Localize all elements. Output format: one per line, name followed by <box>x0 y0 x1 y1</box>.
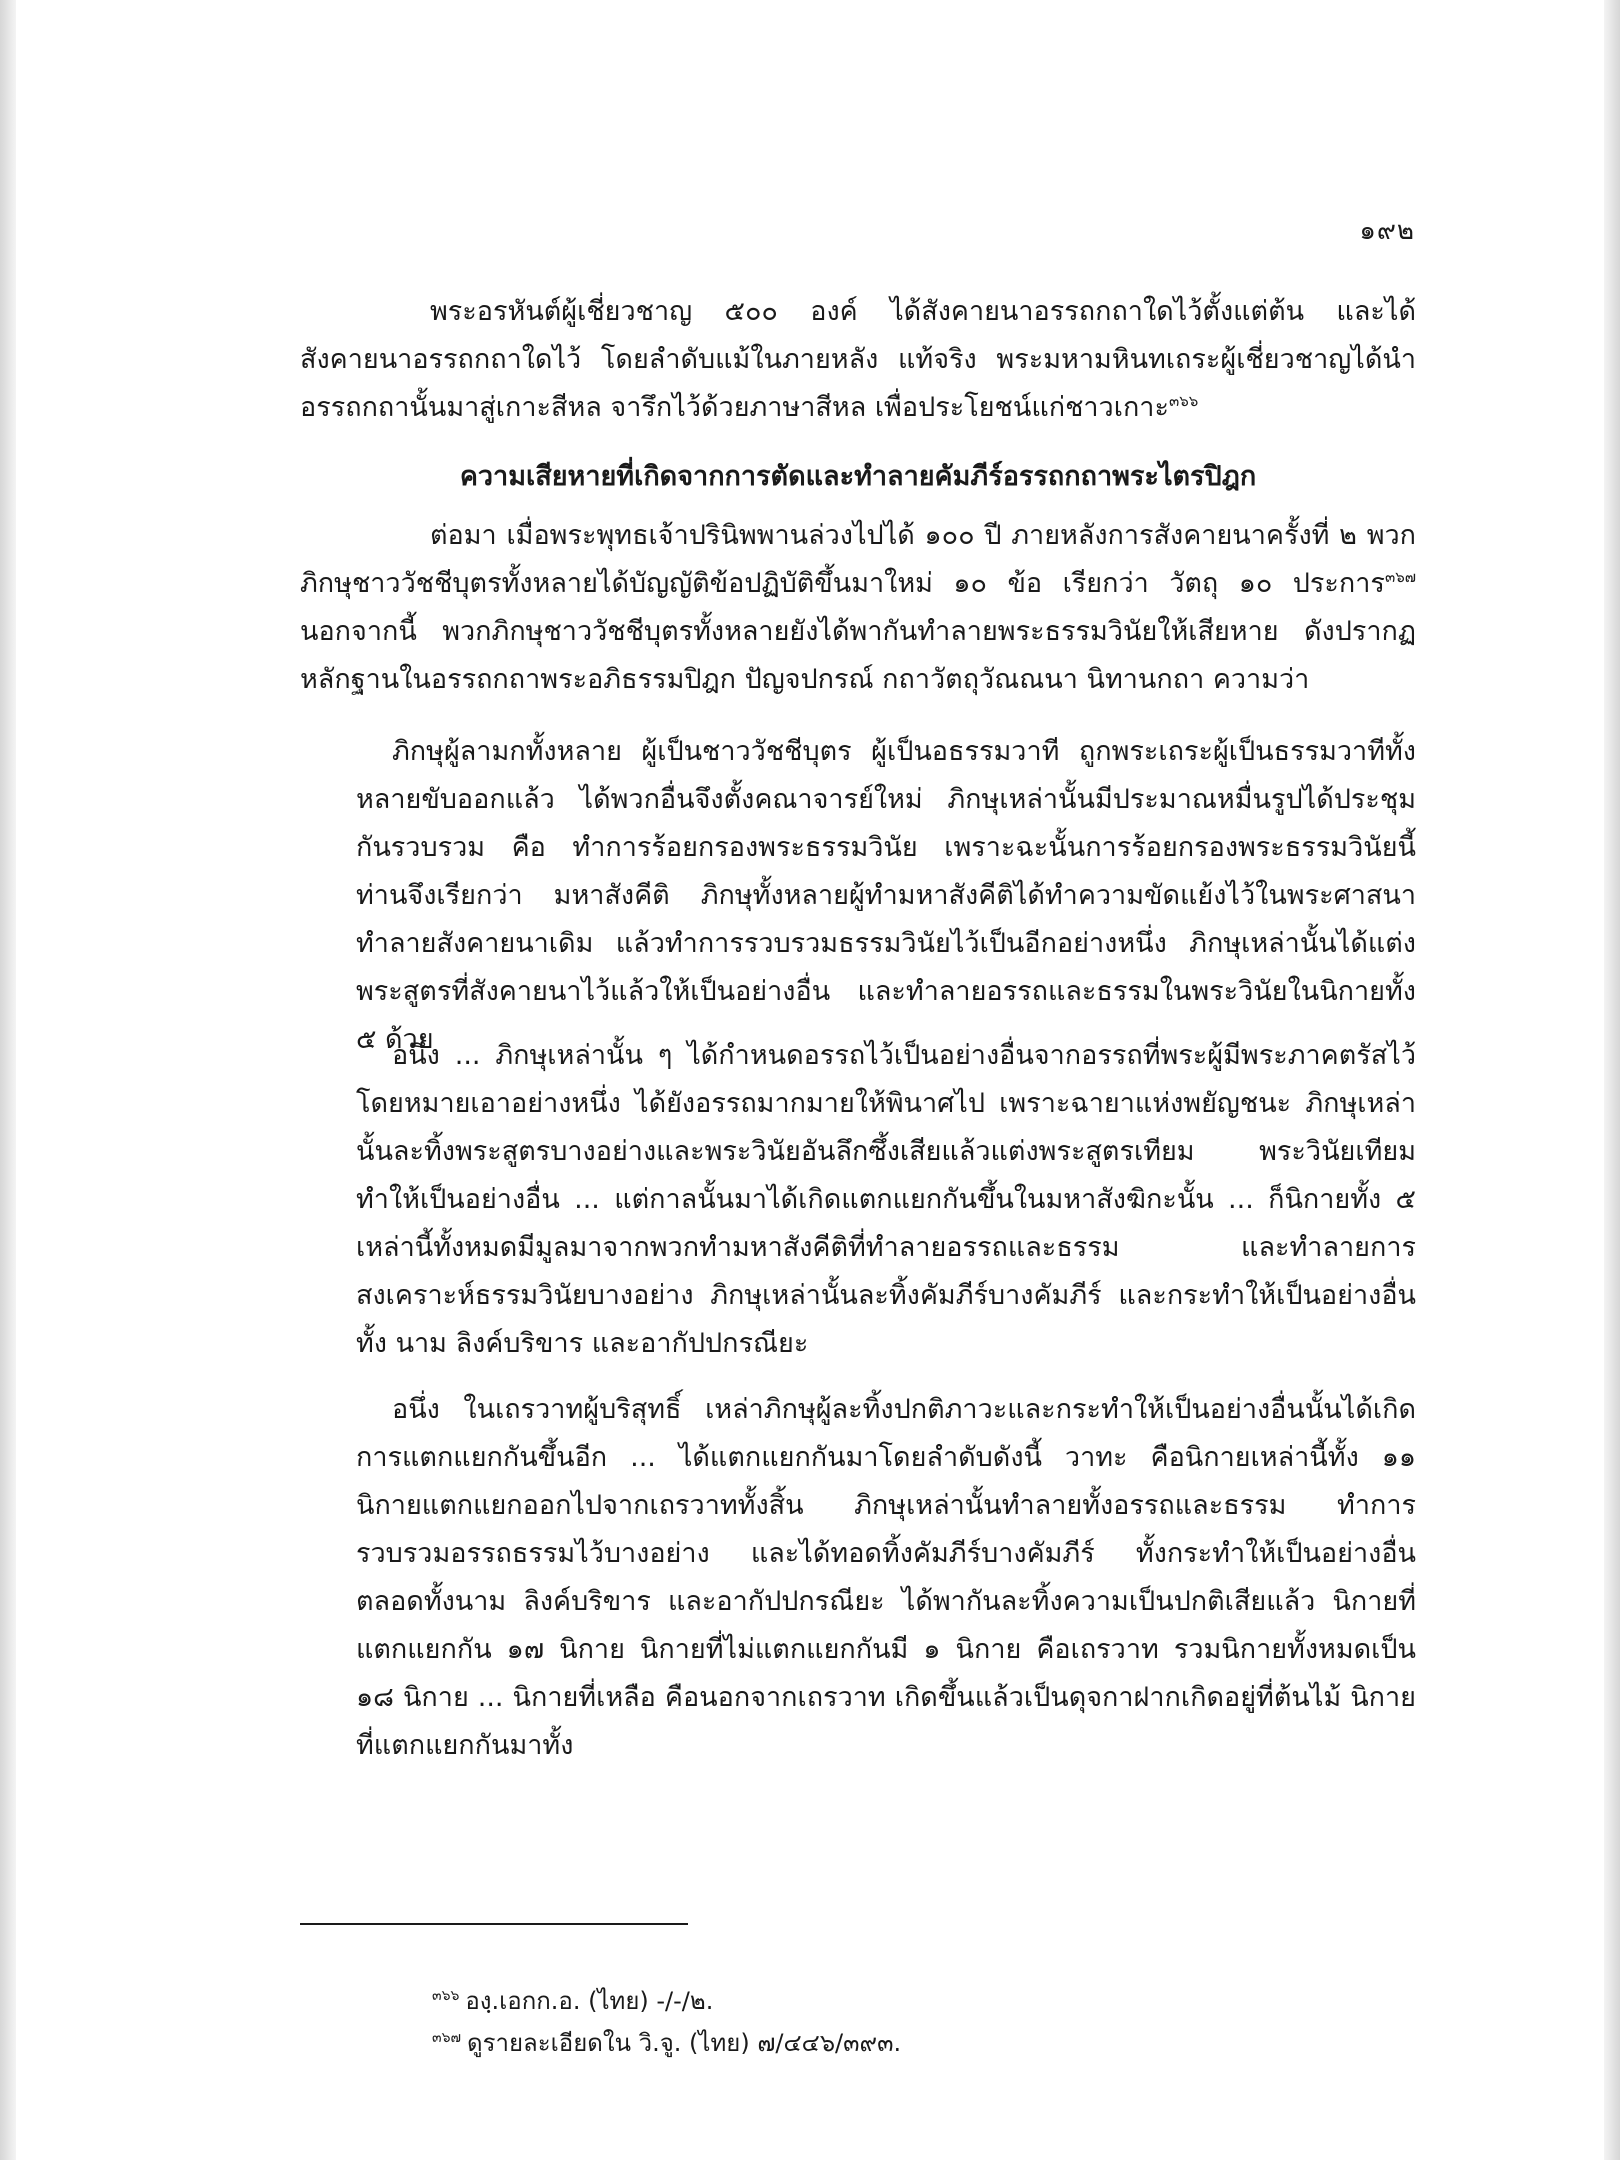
footnote-separator <box>300 1923 688 1925</box>
footnote-366 <box>432 1984 713 2018</box>
paragraph-2-text-part1: ต่อมา เมื่อพระพุทธเจ้าปรินิพพานล่วงไปได้ ๑๐๐ ปี ภายหลังการสังคายนาครั้งที่ ๒ พวกภิกษุชาววัชชีบุตรทั้งหลายได้บัญญัติข้อปฏิบัติขึ้นมาใหม่ ๑๐ ข้อ เรียกว่า วัตถุ ๑๐ ประการ <box>300 520 1416 599</box>
page-edge-left <box>0 0 16 2160</box>
footnote-ref-366[interactable]: ๓๖๖ <box>1168 392 1199 410</box>
quote-paragraph-2: อนึ่ง ... ภิกษุเหล่านั้น ๆ ได้กำหนดอรรถไว้เป็นอย่างอื่นจากอรรถที่พระผู้มีพระภาคตรัสไว้โดยหมายเอาอย่างหนึ่ง ได้ยังอรรถมากมายให้พินาศไป เพราะฉายาแห่งพยัญชนะ ภิกษุเหล่านั้นละทิ้งพระสูตรบางอย่างและพระวินัยอันลึกซึ้งเสียแล้วแต่งพระสูตรเทียม พระวินัยเทียมทำให้เป็นอย่างอื่น ... แต่กาลนั้นมาได้เกิดแตกแยกกันขึ้นในมหาสังฆิกะนั้น ... ก็นิกายทั้ง ๕ เหล่านี้ทั้งหมดมีมูลมาจากพวกทำมหาสังคีติที่ทำลายอรรถและธรรม และทำลายการสงเคราะห์ธรรมวินัยบางอย่าง ภิกษุเหล่านั้นละทิ้งคัมภีร์บางคัมภีร์ และกระทำให้เป็นอย่างอื่นทั้ง นาม ลิงค์บริขาร และอากัปปกรณียะ <box>356 1040 1416 1359</box>
footnote-text: องฺ.เอกก.อ. (ไทย) -/-/๒. <box>465 1987 714 2015</box>
page-number: ๑๙๒ <box>1359 216 1415 246</box>
paragraph-1 <box>300 288 1416 432</box>
quote-paragraph-1: ภิกษุผู้ลามกทั้งหลาย ผู้เป็นชาววัชชีบุตร ผู้เป็นอธรรมวาที ถูกพระเถระผู้เป็นธรรมวาทีทั้งหลายขับออกแล้ว ได้พวกอื่นจึงตั้งคณาจารย์ใหม่ ภิกษุเหล่านั้นมีประมาณหมื่นรูปได้ประชุมกันรวบรวม คือ ทำการร้อยกรองพระธรรมวินัย เพราะฉะนั้นการร้อยกรองพระธรรมวินัยนี้ ท่านจึงเรียกว่า มหาสังคีติ ภิกษุทั้งหลายผู้ทำมหาสังคีติได้ทำความขัดแย้งไว้ในพระศาสนา ทำลายสังคายนาเดิม แล้วทำการรวบรวมธรรมวินัยไว้เป็นอีกอย่างหนึ่ง ภิกษุเหล่านั้นได้แต่งพระสูตรที่สังคายนาไว้แล้วให้เป็นอย่างอื่น และทำลายอรรถและธรรมในพระวินัยในนิกายทั้ง ๕ ด้วย <box>356 736 1416 1055</box>
footnote-ref-367[interactable]: ๓๖๗ <box>1384 568 1416 586</box>
quote-paragraph-3: อนึ่ง ในเถรวาทผู้บริสุทธิ์ เหล่าภิกษุผู้ละทิ้งปกติภาวะและกระทำให้เป็นอย่างอื่นนั้นได้เกิดการแตกแยกกันขึ้นอีก ... ได้แตกแยกกันมาโดยลำดับดังนี้ วาทะ คือนิกายเหล่านี้ทั้ง ๑๑ นิกายแตกแยกออกไปจากเถรวาททั้งสิ้น ภิกษุเหล่านั้นทำลายทั้งอรรถและธรรม ทำการรวบรวมอรรถธรรมไว้บางอย่าง และได้ทอดทิ้งคัมภีร์บางคัมภีร์ ทั้งกระทำให้เป็นอย่างอื่น ตลอดทั้งนาม ลิงค์บริขาร และอากัปปกรณียะ ได้พากันละทิ้งความเป็นปกติเสียแล้ว นิกายที่แตกแยกกัน ๑๗ นิกาย นิกายที่ไม่แตกแยกกันมี ๑ นิกาย คือเถรวาท รวมนิกายทั้งหมดเป็น ๑๘ นิกาย ... นิกายที่เหลือ คือนอกจากเถรวาท เกิดขึ้นแล้วเป็นดุจกาฝากเกิดอยู่ที่ต้นไม้ นิกายที่แตกแยกกันมาทั้ง <box>356 1394 1416 1761</box>
footnote-367 <box>432 2026 901 2060</box>
paragraph-2 <box>300 512 1416 704</box>
footnote-number: ๓๖๖ <box>432 1988 460 2004</box>
paragraph-2-text-part2: นอกจากนี้ พวกภิกษุชาววัชชีบุตรทั้งหลายยังได้พากันทำลายพระธรรมวินัยให้เสียหาย ดังปรากฏหลักฐานในอรรถกถาพระอภิธรรมปิฎก ปัญจปกรณ์ กถาวัตถุวัณณนา นิทานกถา ความว่า <box>300 616 1416 695</box>
section-heading: ความเสียหายที่เกิดจากการตัดและทำลายคัมภีร์อรรถกถาพระไตรปิฎก <box>459 461 1257 492</box>
paragraph-1-text: พระอรหันต์ผู้เชี่ยวชาญ ๕๐๐ องค์ ได้สังคายนาอรรถกถาใดไว้ตั้งแต่ต้น และได้สังคายนาอรรถกถาใดไว้ โดยลำดับแม้ในภายหลัง แท้จริง พระมหามหินทเถระผู้เชี่ยวชาญได้นำอรรถกถานั้นมาสู่เกาะสีหล จารึกไว้ด้วยภาษาสีหล เพื่อประโยชน์แก่ชาวเกาะ <box>300 296 1416 423</box>
footnote-text: ดูรายละเอียดใน วิ.จู. (ไทย) ๗/๔๔๖/๓๙๓. <box>466 2029 902 2057</box>
page-edge-right <box>1604 0 1620 2160</box>
footnote-number: ๓๖๗ <box>432 2030 461 2046</box>
